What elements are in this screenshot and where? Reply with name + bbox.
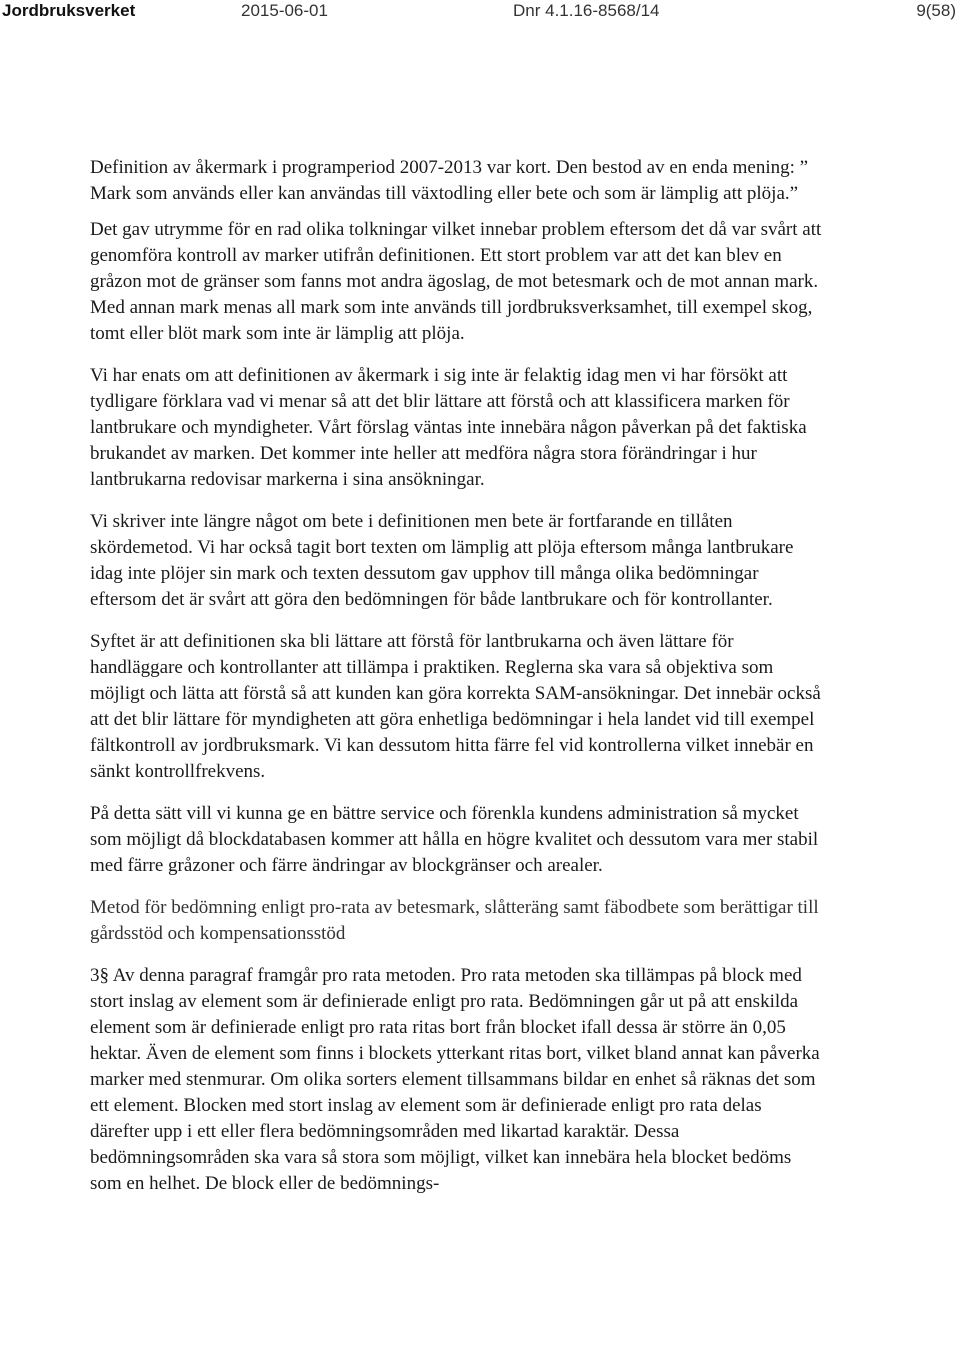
- document-number: Dnr 4.1.16-8568/14: [513, 1, 660, 20]
- paragraph-purpose: Syftet är att definitionen ska bli lättare att förstå för lantbrukarna och även lättare för handläggare och kontrollanter att tillämpa i praktiken. Reglerna ska vara så objektiva som möjligt och lätta att förstå så att kunden kan göra korrekta SAM-ansökningar. Det innebär också att det blir lättare för myndigheten att göra enhetliga bedömningar i hela landet vid till exempel fältkontroll av jordbruksmark. Vi kan dessutom hitta färre fel vid kontrollerna vilket innebär en sänkt kontrollfrekvens.: [90, 631, 821, 782]
- paragraph-service: På detta sätt vill vi kunna ge en bättre service och förenkla kundens administration så mycket som möjligt då blockdatabasen kommer att hålla en högre kvalitet och dessutom vara mer stabil med färre gråzoner och färre ändringar av blockgränser och arealer.: [90, 803, 819, 876]
- page-number: 9(58): [916, 1, 956, 20]
- paragraph-agreement: Vi har enats om att definitionen av åkermark i sig inte är felaktig idag men vi har försökt att tydligare förklara vad vi menar så att det blir lättare att förstå och att klassificera marken för lantbrukare och myndigheter. Vårt förslag väntas inte innebära någon påverkan på det faktiska brukandet av marken. Det kommer inte heller att medföra några stora förändringar i hur lantbrukarna redovisar markerna i sina ansökningar.: [90, 365, 807, 490]
- paragraph-definition-old: Definition av åkermark i programperiod 2007-2013 var kort. Den bestod av en enda mening: ” Mark som används eller kan användas till växtodling eller bete och som är lämplig att plöja.”: [90, 157, 809, 204]
- paragraph-problems: Det gav utrymme för en rad olika tolkningar vilket innebar problem eftersom det då var svårt att genomföra kontroll av marker utifrån definitionen. Ett stort problem var att det kan blev en gråzon mot de gränser som fanns mot andra ägoslag, de mot betesmark och de mot annan mark. Med annan mark menas all mark som inte används till jordbruksverksamhet, till exempel skog, tomt eller blöt mark som inte är lämplig att plöja.: [90, 219, 822, 344]
- paragraph-pro-rata-method: 3§ Av denna paragraf framgår pro rata metoden. Pro rata metoden ska tillämpas på block med stort inslag av element som är definierade enligt pro rata. Bedömningen går ut på att enskilda element som är definierade enligt pro rata ritas bort från blocket ifall dessa är större än 0,05 hektar. Även de element som finns i blockets ytterkant ritas bort, vilket bland annat kan påverka marker med stenmurar. Om olika sorters element tillsammans bildar en enhet så räknas det som ett element. Blocken med stort inslag av element som är definierade enligt pro rata delas därefter upp i ett eller flera bedömningsområden med likartad karaktär. Dessa bedömningsområden ska vara så stora som möjligt, vilket kan innebära hela blocket bedöms som en helhet. De block eller de bedömnings-: [90, 965, 820, 1194]
- organization-name: Jordbruksverket: [2, 1, 136, 20]
- document-date: 2015-06-01: [241, 1, 328, 20]
- document-body: [90, 155, 825, 1207]
- page-header: [0, 0, 960, 24]
- section-heading-pro-rata: Metod för bedömning enligt pro-rata av betesmark, slåtteräng samt fäbodbete som berättigar till gårdsstöd och kompensationsstöd: [90, 897, 819, 944]
- paragraph-grazing: Vi skriver inte längre något om bete i definitionen men bete är fortfarande en tillåten skördemetod. Vi har också tagit bort texten om lämplig att plöja eftersom många lantbrukare idag inte plöjer sin mark och texten dessutom gav upphov till många olika bedömningar eftersom det är svårt att göra den bedömningen för både lantbrukare och för kontrollanter.: [90, 511, 794, 610]
